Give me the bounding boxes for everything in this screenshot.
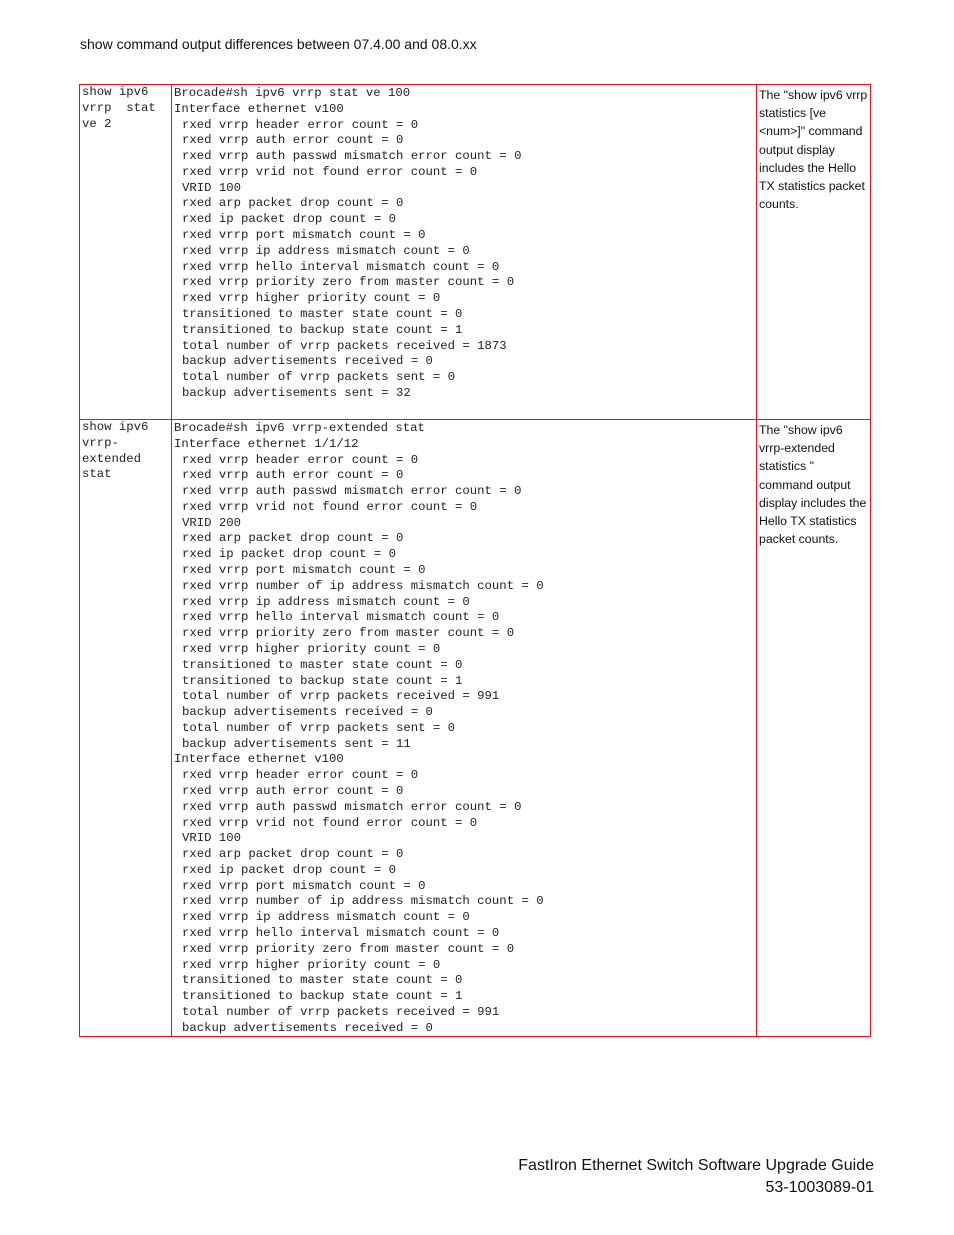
command-output: [172, 85, 756, 414]
output-line: rxed vrrp number of ip address mismatch count = 0: [182, 578, 544, 593]
table-row: [80, 85, 871, 420]
output-line: rxed vrrp priority zero from master count = 0: [182, 941, 515, 956]
output-line: rxed vrrp ip address mismatch count = 0: [182, 910, 470, 925]
command-text: show ipv6 vrrp stat ve 2: [82, 85, 164, 131]
output-line: rxed vrrp port mismatch count = 0: [182, 563, 426, 578]
output-line: VRID 100: [182, 180, 242, 195]
output-line: rxed vrrp hello interval mismatch count = 0: [182, 926, 500, 940]
output-line: Brocade#sh ipv6 vrrp-extended stat: [174, 421, 425, 435]
output-line: rxed arp packet drop count = 0: [182, 196, 404, 211]
command-text: show ipv6 vrrp- extended stat: [82, 420, 156, 482]
output-line: rxed vrrp vrid not found error count = 0: [182, 499, 478, 514]
output-line: transitioned to master state count = 0: [182, 973, 463, 988]
output-line: backup advertisements received = 0: [182, 1020, 433, 1035]
output-line: Interface ethernet v100: [174, 101, 344, 116]
output-line: rxed vrrp auth passwd mismatch error count = 0: [182, 799, 522, 814]
output-line: backup advertisements sent = 32: [182, 385, 411, 400]
output-line: rxed vrrp ip address mismatch count = 0: [182, 243, 470, 258]
output-line: rxed vrrp vrid not found error count = 0: [182, 164, 478, 179]
table-row: [80, 420, 871, 1037]
output-line: Interface ethernet 1/1/12: [174, 436, 359, 451]
output-line: Interface ethernet v100: [174, 752, 344, 767]
output-line: rxed ip packet drop count = 0: [182, 212, 397, 227]
output-line: Brocade#sh ipv6 vrrp stat ve 100: [174, 86, 411, 100]
note-text: The "show ipv6 vrrp statistics [ve <num>]" command output display includes the Hello TX statistics packet counts.: [759, 88, 868, 212]
output-line: rxed vrrp vrid not found error count = 0: [182, 815, 478, 830]
output-line: total number of vrrp packets sent = 0: [182, 370, 456, 385]
output-line: rxed arp packet drop count = 0: [182, 847, 404, 862]
output-line: backup advertisements received = 0: [182, 705, 433, 720]
doc-number: 53-1003089-01: [765, 1179, 874, 1196]
output-line: backup advertisements sent = 11: [182, 736, 411, 751]
output-line: rxed vrrp auth passwd mismatch error count = 0: [182, 484, 522, 499]
output-line: VRID 100: [182, 831, 242, 846]
command-cell: [80, 420, 172, 1037]
command-output: [172, 420, 756, 1036]
output-line: rxed ip packet drop count = 0: [182, 547, 397, 562]
guide-title: FastIron Ethernet Switch Software Upgrade Guide: [518, 1157, 874, 1174]
output-line: rxed vrrp higher priority count = 0: [182, 641, 441, 656]
output-line: rxed vrrp port mismatch count = 0: [182, 878, 426, 893]
output-line: rxed vrrp priority zero from master count = 0: [182, 626, 515, 641]
output-line: transitioned to master state count = 0: [182, 306, 463, 321]
page-header: show command output differences between 07.4.00 and 08.0.xx: [80, 36, 477, 52]
note-text: The "show ipv6 vrrp-extended statistics " command output display includes the Hello TX statistics packet counts.: [759, 423, 867, 547]
output-line: rxed vrrp priority zero from master count = 0: [182, 275, 515, 290]
output-line: rxed vrrp auth error count = 0: [182, 783, 404, 798]
note-cell: [757, 420, 871, 1037]
output-line: rxed vrrp port mismatch count = 0: [182, 228, 426, 243]
output-line: rxed vrrp header error count = 0: [182, 768, 419, 783]
output-line: transitioned to backup state count = 1: [182, 322, 463, 337]
output-line: rxed vrrp ip address mismatch count = 0: [182, 594, 470, 609]
output-line: VRID 200: [182, 515, 242, 530]
output-line: rxed vrrp header error count = 0: [182, 452, 419, 467]
command-cell: [80, 85, 172, 420]
output-line: rxed vrrp hello interval mismatch count = 0: [182, 259, 500, 274]
output-line: rxed arp packet drop count = 0: [182, 531, 404, 546]
output-line: rxed vrrp auth error count = 0: [182, 133, 404, 148]
output-cell: [172, 85, 757, 420]
output-cell: [172, 420, 757, 1037]
output-line: backup advertisements received = 0: [182, 354, 433, 369]
output-line: total number of vrrp packets received = 991: [182, 1004, 500, 1019]
output-line: transitioned to backup state count = 1: [182, 989, 463, 1004]
output-line: rxed vrrp auth passwd mismatch error count = 0: [182, 149, 522, 164]
output-line: transitioned to master state count = 0: [182, 657, 463, 672]
note-cell: [757, 85, 871, 420]
output-line: rxed vrrp hello interval mismatch count = 0: [182, 610, 500, 625]
output-line: rxed vrrp number of ip address mismatch count = 0: [182, 894, 544, 909]
output-line: total number of vrrp packets received = 1873: [182, 338, 507, 353]
output-line: total number of vrrp packets sent = 0: [182, 720, 456, 735]
output-line: transitioned to backup state count = 1: [182, 673, 463, 688]
output-line: rxed vrrp higher priority count = 0: [182, 957, 441, 972]
page-footer: [518, 1155, 874, 1199]
output-line: rxed vrrp auth error count = 0: [182, 468, 404, 483]
output-line: total number of vrrp packets received = 991: [182, 689, 500, 704]
command-diff-table: [79, 84, 871, 1037]
output-line: rxed vrrp header error count = 0: [182, 117, 419, 132]
output-line: rxed ip packet drop count = 0: [182, 862, 397, 877]
output-line: rxed vrrp higher priority count = 0: [182, 291, 441, 306]
